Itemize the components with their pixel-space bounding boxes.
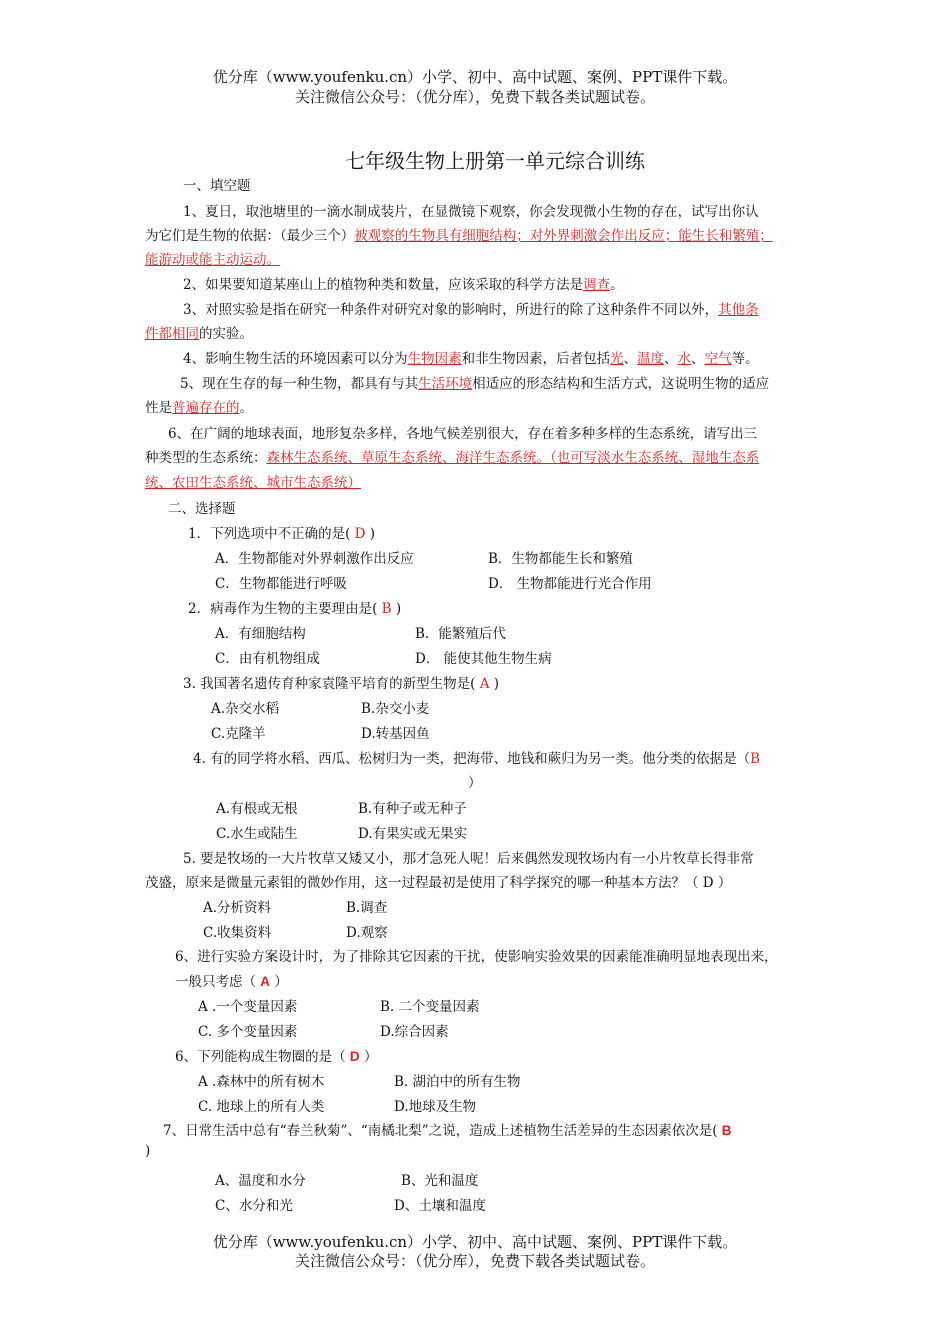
fill-q3-line2: 件都相同的实验。 <box>145 326 253 342</box>
option-d: D.综合因素 <box>380 1024 449 1040</box>
section-heading-choice: 二、选择题 <box>168 501 236 517</box>
answer-text: 件都相同 <box>145 326 199 342</box>
footer-line-2: 关注微信公众号：（优分库），免费下载各类试题试卷。 <box>294 1252 655 1270</box>
answer-text: 水 <box>677 351 692 367</box>
fill-q2: 2、如果要知道某座山上的植物种类和数量，应该采取的科学方法是调查。 <box>183 277 624 293</box>
answer-text: 统、农田生态系统、城市生态系统） <box>145 475 361 491</box>
header-line-1: 优分库（www.youfenku.cn）小学、初中、高中试题、案例、PPT课件下载。 <box>212 68 738 86</box>
fill-q1-line2: 为它们是生物的依据：（最少三个）被观察的生物具有细胞结构；对外界刺激会作出反应；能生长和繁殖； <box>145 228 773 244</box>
option-b: B.杂交小麦 <box>361 701 430 717</box>
fill-q1-line1: 1、夏日，取池塘里的一滴水制成装片，在显微镜下观察，你会发现微小生物的存在，试写出你认 <box>183 204 759 220</box>
option-d: D.转基因鱼 <box>361 726 430 742</box>
choice-q7-close-paren: ) <box>145 1143 151 1159</box>
choice-q6a-line1: 6、进行实验方案设计时，为了排除其它因素的干扰，使影响实验效果的因素能准确明显地表现出来， <box>175 949 778 965</box>
answer-text: 森林生态系统、草原生态系统、海洋生态系统。（也可写淡水生态系统、湿地生态系 <box>266 450 760 466</box>
option-c: C．由有机物组成 <box>215 651 320 667</box>
answer-text: 能游动或能主动运动。 <box>145 252 280 268</box>
option-a: A.有根或无根 <box>216 801 298 817</box>
answer-letter: A <box>260 974 271 989</box>
answer-letter: B <box>381 601 392 617</box>
option-c: C.克隆羊 <box>211 726 266 742</box>
answer-text: 空气 <box>704 351 732 367</box>
section-heading-fill: 一、填空题 <box>183 178 251 194</box>
fill-q3-line1: 3、对照实验是指在研究一种条件对研究对象的影响时，所进行的除了这种条件不同以外，其他条 <box>183 302 759 318</box>
choice-q4: 4. 有的同学将水稻、西瓜、松树归为一类，把海带、地钱和蕨归为另一类。他分类的依据是（B <box>193 751 761 767</box>
option-d: D.有果实或无果实 <box>358 826 468 842</box>
option-c: C．生物都能进行呼吸 <box>215 576 347 592</box>
option-c: C、水分和光 <box>215 1198 293 1214</box>
answer-text: 调查 <box>583 277 611 293</box>
answer-text: 生活环境 <box>418 376 473 392</box>
fill-q5-line1: 5、现在生存的每一种生物，都具有与其生活环境相适应的形态结构和生活方式，这说明生物的适应 <box>180 376 770 392</box>
option-c: C. 地球上的所有人类 <box>198 1099 325 1115</box>
answer-letter: B <box>721 1123 732 1138</box>
option-a: A.分析资料 <box>203 900 272 916</box>
fill-q6-line3 <box>145 471 361 491</box>
option-b: B．能繁殖后代 <box>415 626 506 642</box>
choice-q7: 7、日常生活中总有“春兰秋菊”、“南橘北梨”之说，造成上述植物生活差异的生态因素依次是( B <box>163 1123 732 1139</box>
option-c: C.水生或陆生 <box>216 826 298 842</box>
option-b: B.有种子或无种子 <box>358 801 467 817</box>
answer-letter: D <box>349 1049 360 1064</box>
choice-q4-close-paren: ） <box>468 775 482 791</box>
choice-q5-line2: 茂盛，原来是微量元素钼的微妙作用，这一过程最初是使用了科学探究的哪一种基本方法？（ D ） <box>145 875 732 891</box>
option-a: A、温度和水分 <box>215 1173 306 1189</box>
answer-letter: B <box>750 751 761 767</box>
fill-q6-line1: 6、在广阔的地球表面，地形复杂多样，各地气候差别很大，存在着多种多样的生态系统，请写出三 <box>168 426 758 442</box>
option-a: A．生物都能对外界刺激作出反应 <box>215 551 414 567</box>
choice-q6a-line2: 一般只考虑（ A ） <box>175 974 288 990</box>
answer-text: 普遍存在的 <box>172 400 240 416</box>
footer-line-1: 优分库（www.youfenku.cn）小学、初中、高中试题、案例、PPT课件下载。 <box>212 1233 738 1251</box>
option-b: B、光和温度 <box>401 1173 479 1189</box>
answer-letter: A <box>479 676 490 692</box>
option-b: B．生物都能生长和繁殖 <box>488 551 633 567</box>
fill-q4: 4、影响生物生活的环境因素可以分为生物因素和非生物因素，后者包括光、温度、水、空气等。 <box>183 351 759 367</box>
choice-q3: 3. 我国著名遗传育种家袁隆平培育的新型生物是( A ) <box>183 676 500 692</box>
option-a: A .一个变量因素 <box>198 999 298 1015</box>
option-d: D． 能使其他生物生病 <box>415 651 552 667</box>
fill-q6-line2: 种类型的生态系统：森林生态系统、草原生态系统、海洋生态系统。（也可写淡水生态系统、湿地生态系 <box>145 450 760 466</box>
option-a: A．有细胞结构 <box>215 626 306 642</box>
answer-text: 光 <box>610 351 624 367</box>
option-c: C. 多个变量因素 <box>198 1024 298 1040</box>
answer-letter: D <box>354 526 366 542</box>
choice-q5-line1: 5. 要是牧场的一大片牧草又矮又小，那才急死人呢！后来偶然发现牧场内有一小片牧草长得非常 <box>183 851 754 867</box>
option-d: D． 生物都能进行光合作用 <box>488 576 652 592</box>
option-b: B.调查 <box>346 900 388 916</box>
answer-text: 被观察的生物具有细胞结构；对外界刺激会作出反应；能生长和繁殖； <box>354 228 773 244</box>
page-title: 七年级生物上册第一单元综合训练 <box>345 149 645 173</box>
option-a: A .森林中的所有树木 <box>198 1074 325 1090</box>
fill-q1-line3 <box>145 248 280 268</box>
choice-q2: 2．病毒作为生物的主要理由是( B ) <box>188 601 402 617</box>
option-c: C.收集资料 <box>203 925 272 941</box>
answer-text: 生物因素 <box>407 351 462 367</box>
option-d: D、土壤和温度 <box>394 1198 486 1214</box>
option-b: B. 二个变量因素 <box>380 999 480 1015</box>
option-b: B. 湖泊中的所有生物 <box>394 1074 521 1090</box>
fill-q5-line2: 性是普遍存在的。 <box>145 400 253 416</box>
answer-text: 温度 <box>637 351 665 367</box>
option-d: D.观察 <box>346 925 388 941</box>
option-a: A.杂交水稻 <box>211 701 280 717</box>
choice-q6b: 6、下列能构成生物圈的是（ D ） <box>175 1049 378 1065</box>
header-line-2: 关注微信公众号：（优分库），免费下载各类试题试卷。 <box>294 88 655 106</box>
option-d: D.地球及生物 <box>394 1099 477 1115</box>
choice-q1: 1．下列选项中不正确的是( D ) <box>188 526 376 542</box>
answer-text: 其他条 <box>718 302 759 318</box>
